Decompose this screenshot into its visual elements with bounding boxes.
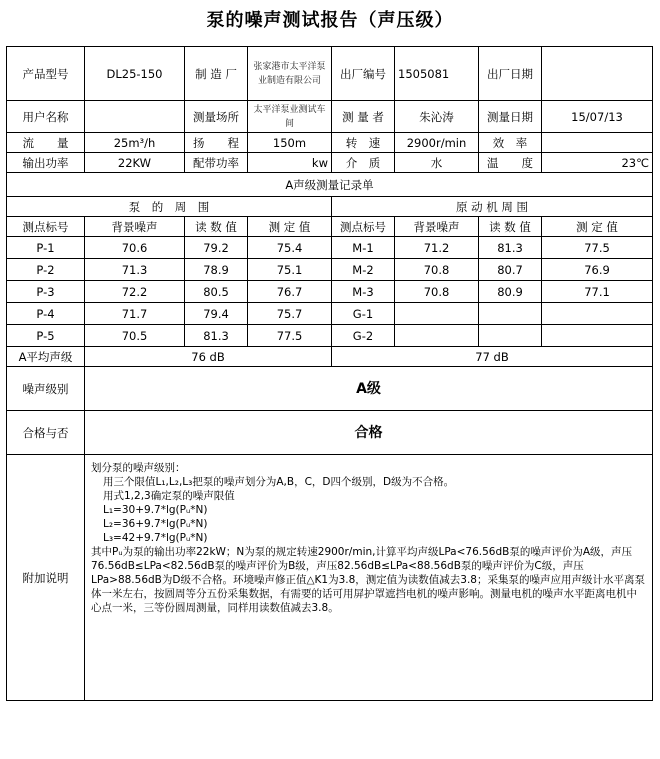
table-cell [395, 303, 479, 325]
info-row-3 [7, 133, 653, 153]
table-cell: 77.1 [542, 281, 653, 303]
notes-line: 划分泵的噪声级别： [91, 462, 186, 474]
col-header: 读 数 值 [479, 217, 542, 237]
speed-value: 2900r/min [395, 133, 479, 153]
head-label: 扬 程 [185, 133, 248, 153]
date-out-label: 出厂日期 [479, 47, 542, 101]
table-cell: 76.7 [248, 281, 332, 303]
table-cell: G-2 [332, 325, 395, 347]
flow-value: 25m³/h [85, 133, 185, 153]
table-cell: 75.7 [248, 303, 332, 325]
table-cell: P-2 [7, 259, 85, 281]
model-label: 产品型号 [7, 47, 85, 101]
table-cell [395, 325, 479, 347]
power-value: 22KW [85, 153, 185, 173]
notes-line: L₂=36+9.7*lg(Pᵤ*N) [103, 518, 208, 530]
temp-label: 温 度 [479, 153, 542, 173]
table-cell [479, 325, 542, 347]
eff-value [542, 133, 653, 153]
table-row [7, 237, 653, 259]
notes-row [7, 455, 653, 701]
table-cell [542, 303, 653, 325]
report-title: 泵的噪声测试报告（声压级） [206, 10, 454, 31]
motor-header: 原 动 机 周 围 [332, 197, 653, 217]
motor-value: kw [248, 153, 332, 173]
level-row [7, 367, 653, 411]
section-title: A声级测量记录单 [7, 173, 653, 197]
measure-date-label: 测量日期 [479, 101, 542, 133]
maker-value: 张家港市太平洋泵业制造有限公司 [248, 47, 332, 101]
table-cell: M-3 [332, 281, 395, 303]
temp-value: 23℃ [542, 153, 653, 173]
col-header: 测 定 值 [542, 217, 653, 237]
section-title-row [7, 173, 653, 197]
notes-line: 用式1,2,3确定泵的噪声限值 [103, 490, 235, 502]
measurer-value: 朱沁涛 [395, 101, 479, 133]
date-out-value [542, 47, 653, 101]
site-label: 测量场所 [185, 101, 248, 133]
avg-label: A平均声级 [7, 347, 85, 367]
medium-label: 介 质 [332, 153, 395, 173]
table-cell: 70.8 [395, 259, 479, 281]
table-cell: M-2 [332, 259, 395, 281]
table-cell: 71.2 [395, 237, 479, 259]
table-cell: 80.5 [185, 281, 248, 303]
motor-label: 配带功率 [185, 153, 248, 173]
column-header-row [7, 217, 653, 237]
flow-label: 流 量 [7, 133, 85, 153]
table-row [7, 281, 653, 303]
serial-label: 出厂编号 [332, 47, 395, 101]
col-header: 背景噪声 [395, 217, 479, 237]
table-cell: 70.6 [85, 237, 185, 259]
pump-header: 泵 的 周 围 [7, 197, 332, 217]
info-row-2 [7, 101, 653, 133]
table-cell: 77.5 [542, 237, 653, 259]
table-row [7, 303, 653, 325]
maker-label: 制 造 厂 [185, 47, 248, 101]
report-table [6, 46, 653, 701]
info-row-4 [7, 153, 653, 173]
table-cell: M-1 [332, 237, 395, 259]
table-cell: P-4 [7, 303, 85, 325]
head-value: 150m [248, 133, 332, 153]
user-label: 用户名称 [7, 101, 85, 133]
site-value: 太平洋泵业测试车间 [248, 101, 332, 133]
avg-pump: 76 dB [85, 347, 332, 367]
table-cell: 79.4 [185, 303, 248, 325]
table-cell: 78.9 [185, 259, 248, 281]
level-label: 噪声级别 [7, 367, 85, 411]
table-cell: 75.1 [248, 259, 332, 281]
table-cell: 70.8 [395, 281, 479, 303]
pass-row [7, 411, 653, 455]
notes-line: 用三个限值L₁,L₂,L₃把泵的噪声划分为A,B，C，D四个级别，D级为不合格。 [103, 476, 455, 488]
average-row [7, 347, 653, 367]
power-label: 输出功率 [7, 153, 85, 173]
user-value [85, 101, 185, 133]
table-cell: 80.9 [479, 281, 542, 303]
info-row-1 [7, 47, 653, 101]
table-cell: 72.2 [85, 281, 185, 303]
table-cell: 75.4 [248, 237, 332, 259]
col-header: 读 数 值 [185, 217, 248, 237]
table-cell: 79.2 [185, 237, 248, 259]
table-cell: P-1 [7, 237, 85, 259]
table-cell: 77.5 [248, 325, 332, 347]
notes-line: L₃=42+9.7*lg(Pᵤ*N) [103, 532, 208, 544]
table-cell: P-5 [7, 325, 85, 347]
pass-label: 合格与否 [7, 411, 85, 455]
notes-paragraph: 其中Pᵤ为泵的输出功率22kW；N为泵的规定转速2900r/min,计算平均声级LPa<76.56dB泵的噪声评价为A级，声压76.56dB≤LPa<82.56dB泵的噪声评价为B级，声压82.56dB≤LPa<88.56dB泵的噪声评价为C级，声压LPa>88.56dB为D级不合格。环境噪声修正值△K1为3.8，测定值为读数值减去3.8；采集泵的噪声应用声级计水平离泵体一米左右，按圆周等分五份采集数据，有需要的话可用屏护罩遮挡电机的噪声影响。测量电机的噪声水平距离电机中心点一米，三等份圆周测量，同样用读数值减去3.8。 [91, 546, 645, 614]
table-cell: 76.9 [542, 259, 653, 281]
serial-value: 1505081 [395, 47, 479, 101]
level-value: A级 [85, 367, 653, 411]
col-header: 测点标号 [332, 217, 395, 237]
pass-value: 合格 [85, 411, 653, 455]
table-cell [542, 325, 653, 347]
table-cell: 81.3 [479, 237, 542, 259]
table-cell: 70.5 [85, 325, 185, 347]
col-header: 测点标号 [7, 217, 85, 237]
col-header: 测 定 值 [248, 217, 332, 237]
table-cell: G-1 [332, 303, 395, 325]
table-row [7, 325, 653, 347]
medium-value: 水 [395, 153, 479, 173]
notes-content [85, 455, 653, 701]
avg-motor: 77 dB [332, 347, 653, 367]
notes-line: L₁=30+9.7*lg(Pᵤ*N) [103, 504, 208, 516]
table-row [7, 259, 653, 281]
table-cell: 71.3 [85, 259, 185, 281]
table-cell: P-3 [7, 281, 85, 303]
table-cell: 81.3 [185, 325, 248, 347]
eff-label: 效 率 [479, 133, 542, 153]
table-cell [479, 303, 542, 325]
table-cell: 71.7 [85, 303, 185, 325]
model-value: DL25-150 [85, 47, 185, 101]
measure-date-value: 15/07/13 [542, 101, 653, 133]
measurer-label: 测 量 者 [332, 101, 395, 133]
col-header: 背景噪声 [85, 217, 185, 237]
speed-label: 转 速 [332, 133, 395, 153]
notes-label: 附加说明 [7, 455, 85, 701]
table-cell: 80.7 [479, 259, 542, 281]
group-header-row [7, 197, 653, 217]
